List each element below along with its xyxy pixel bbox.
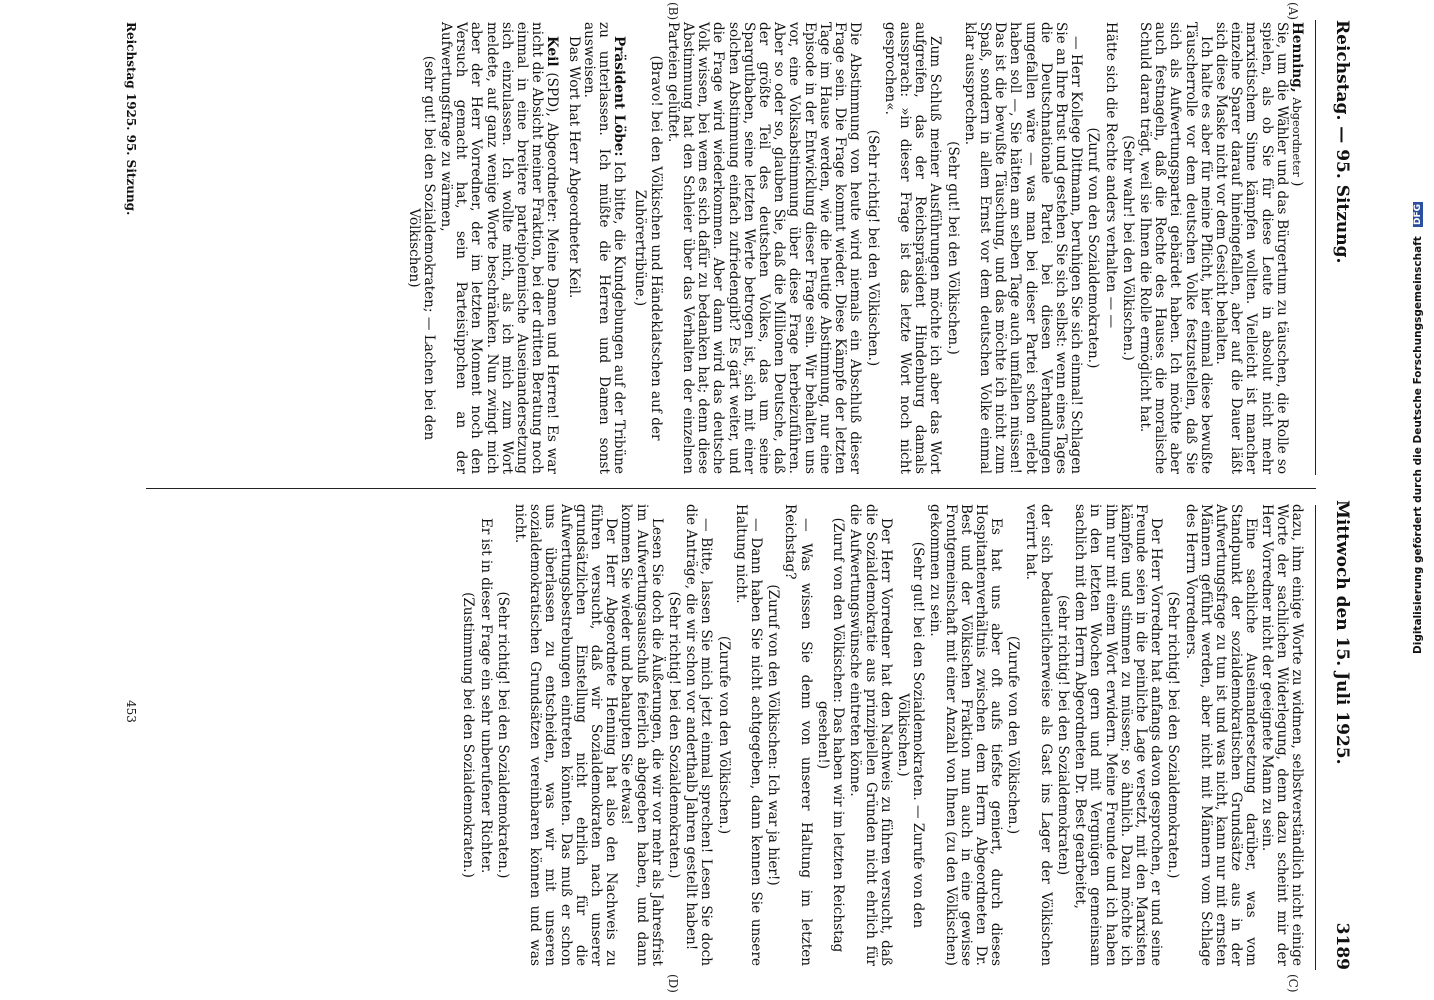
footer-right: 453 bbox=[124, 700, 138, 723]
running-head-date: Mittwoch den 15. Juli 1925. bbox=[1332, 500, 1352, 765]
running-head-right bbox=[1320, 500, 1352, 970]
interjection: (Sehr gut! bei den Völkischen.) bbox=[944, 141, 961, 355]
president-paragraph bbox=[581, 22, 627, 474]
header-rule-left bbox=[1315, 20, 1316, 475]
running-head-left bbox=[1320, 20, 1352, 480]
interjection: (Zuruf von den Völkischen: Ich war ja hier!) bbox=[765, 584, 782, 886]
interjection: (sehr gut! bei den Sozialdemokraten; — Lachen bei den Völkischen) bbox=[405, 55, 437, 441]
paragraph: Es hat uns aber oft aufs tiefste geniert, durch dieses Hospitantenverhältnis zwischen dem Herrn Abgeordneten Dr. Best und der Völkischen Fraktion nun auch in eine gewisse Frontgemeinschaft mit einer Anzahl von Ihnen (zu den Völkischen) gekommen zu sein. bbox=[927, 504, 1005, 966]
column-divider bbox=[146, 488, 1316, 489]
paragraph: — Dann haben Sie nicht achtgegeben, dann kennen Sie unsere Haltung nicht. bbox=[732, 504, 765, 966]
president-text: Ich bitte, die Kundgebungen auf der Tribüne zu unterlassen. Ich müßte die Herren und Damen sonst ausweisen. bbox=[580, 22, 628, 474]
keil-label: Keil bbox=[544, 36, 561, 67]
header-rule-right bbox=[1315, 505, 1316, 970]
interjection: (Zuruf von den Völkischen: Das haben wir im letzten Reichstag gesehen!) bbox=[814, 517, 847, 953]
paragraph: Lesen Sie doch die Äußerungen, die wir vor mehr als Jahresfrist im Aufwertungsausschuß feierlich abgegeben haben, und dann kommen Sie wieder und behaupten Sie etwas! bbox=[618, 504, 665, 966]
interjection: (Zustimmung bei den Sozialdemokraten.) bbox=[460, 592, 477, 878]
paragraph: Der Herr Abgeordnete Henning hat also den Nachweis zu führen versucht, daß wir Sozialdemokraten nach unserer grundsätzlichen Einstellung nicht ehrlich für die Aufwertungsbestrebungen eintreten könnten. Das muß er schon uns überlassen zu entscheiden, was wir mit unseren sozialdemokratischen Grundsätzen vereinbaren können und was nicht. bbox=[512, 504, 620, 966]
interjection: (Bravo! bei den Völkischen und Händeklatschen auf der Zuhörertribüne.) bbox=[632, 55, 664, 441]
president-label: Präsident Löbe: bbox=[611, 36, 628, 157]
left-column bbox=[403, 22, 1304, 474]
paragraph: Der Herr Vorredner hat anfangs davon gesprochen, er und seine Freunde seien in die peinliche Lage versetzt, mit den Marxisten kämpfen und stimmen zu müssen; so ähnlich. Dazu möchte ich ihm nur mit einem Wort erwidern. Meine Freunde und ich haben in den letzten Wochen gern und mit Vergnügen gemeinsam sachlich mit dem Herrn Abgeordneten Dr. Best gearbeitet, bbox=[1072, 504, 1165, 966]
paragraph: der sich bedauerlicherweise als Gast ins Lager der Völkischen verirrt hat. bbox=[1022, 504, 1054, 966]
keil-paragraph bbox=[438, 22, 560, 474]
margin-mark-a: (A) bbox=[1286, 2, 1300, 21]
footer-left: Reichstag 1925. 95. Sitzung. bbox=[124, 22, 138, 216]
margin-mark-b: (B) bbox=[666, 2, 680, 21]
paragraph: Ich halte es aber für meine Pflicht, hier einmal diese bewußte Täuscherrolle vor dem deutschen Volke festzustellen, daß Sie sich als Aufwertungspartei gebärdet haben. Ich möchte aber auch festnageln, daß die Rechte des Hauses die moralische Schuld daran trägt, weil sie Ihnen die Rolle ermöglicht hat. bbox=[1136, 22, 1214, 474]
paragraph: Er ist in dieser Frage ein sehr unberufener Richter. bbox=[477, 518, 494, 874]
paragraph: Hätte sich die Rechte anders verhalten — — bbox=[1102, 22, 1119, 329]
speaker-role: Abgeordneter bbox=[1290, 97, 1304, 177]
interjection: (Sehr richtig! bei den Sozialdemokraten.) bbox=[1165, 591, 1182, 879]
interjection: (Zurufe von den Völkischen.) bbox=[1005, 635, 1022, 835]
paragraph: Zum Schluß meiner Ausführungen möchte ich aber das Wort aufgreifen, das der Reichspräsident Hindenburg damals aussprach: »in dieser Frage ist das letzte Wort noch nicht gesprochen«. bbox=[881, 22, 944, 474]
interjection: (Sehr wahr! bei den Völkischen.) bbox=[1119, 135, 1136, 361]
interjection: (Zuruf von den Sozialdemokraten.) bbox=[1085, 127, 1102, 369]
paragraph: — Bitte, lassen Sie mich jetzt einmal sprechen! Lesen Sie doch die Anträge, die wir schon vor anderthalb Jahren gestellt haben! bbox=[683, 504, 715, 966]
interjection: (Sehr richtig! bei den Sozialdemokraten.) bbox=[494, 591, 511, 879]
paragraph: Sie, um die Wähler und das Bürgertum zu täuschen, die Rolle so spielen, als ob Sie für diese Leute in absolut nicht mehr marxistischem Sinne kämpfen wollten. Vielleicht ist mancher einzelne Sparer darauf hineingefallen, aber auf die Dauer läßt sich diese Maske nicht vor dem Gesicht behalten. bbox=[1212, 22, 1290, 474]
speaker-line: Henning, Abgeordneter ) bbox=[1289, 22, 1305, 187]
paragraph: — Was wissen Sie denn von unserer Haltung im letzten Reichstag? bbox=[782, 504, 814, 966]
paragraph: Der Herr Vorredner hat den Nachweis zu führen versucht, daß die Sozialdemokratie aus prinzipiellen Gründen nicht ehrlich für die Aufwertungswünsche eintreten könne. bbox=[847, 504, 894, 966]
page-number: 3189 bbox=[1332, 922, 1352, 970]
margin-mark-c: (C) bbox=[1286, 974, 1300, 993]
margin-mark-d: (D) bbox=[666, 974, 680, 993]
paragraph: Die Abstimmung von heute wird niemals ein Abschluß dieser Frage sein. Die Frage kommt wieder. Diese Kämpfe der letzten Tage im Hause werden, wie die heutige Abstimmung, nur eine Episode in der Entwicklung dieser Frage sein. Wir behalten uns vor, eine Volksabstimmung über diese Frage herbeizuführen. Aber so oder so, glauben Sie, daß die Millionen Deutsche, daß der größte Teil des deutschen Volkes, das um seine Spargutbaben, seine letzten Werte betrogen ist, sich mit einer solchen Abstimmung einfach zufriedengibt? Es gärt weiter, und die Frage wird wiederkommen. Aber dann wird das deutsche Volk wissen, bei wem es sich dafür zu bedanken hat; denn diese Abstimmung hat den Schleier über das Verhalten der einzelnen Parteien gelüftet. bbox=[664, 22, 864, 474]
digitization-note bbox=[1412, 14, 1424, 654]
right-column bbox=[458, 504, 1304, 966]
interjection: (Zurufe von den Völkischen.) bbox=[715, 635, 732, 835]
running-head-left-text: Reichstag. — 95. Sitzung. bbox=[1332, 20, 1352, 264]
paragraph: dazu, ihm einige Worte zu widmen, selbstverständlich nicht einige Worte der sachlichen Widerlegung, denn dazu scheint mir der Herr Vorredner nicht der geeignete Mann zu sein. bbox=[1258, 504, 1305, 966]
keil-text: (SPD), Abgeordneter: Meine Damen und Herren! Es war nicht die Absicht meiner Fraktion, bei der dritten Beratung noch einmal in eine breitere parteipolemische Auseinandersetzung sich einzulassen. Ich wollte mich, als ich mich zum Wort meldete, auf ganz wenige Worte beschränken. Nun zwingt mich aber der Herr Vorredner, der im letzten Moment noch den Versuch gemacht hat, sein Parteisüppchen an der Aufwertungsfrage zu wärmen, bbox=[438, 22, 561, 474]
dfg-badge: DFG bbox=[1413, 203, 1423, 225]
interjection: (Sehr gut! bei den Sozialdemokraten. — Zurufe von den Völkischen.) bbox=[894, 541, 927, 929]
paragraph: Eine sachliche Auseinandersetzung darüber, was vom Standpunkt der sozialdemokratischen Grundsätze aus in der Aufwertungsfrage zu tun ist und was nicht, kann nur mit ernsten Männern geführt werden, aber nicht mit Männern vom Schlage des Herrn Vorredners. bbox=[1182, 504, 1260, 966]
digitization-note-text: Digitalisierung gefördert durch die Deutsche Forschungsgemeinschaft bbox=[1412, 236, 1424, 654]
paragraph: Das Wort hat Herr Abgeordneter Keil. bbox=[565, 36, 582, 299]
interjection: (sehr richtig! bei den Sozialdemokraten) bbox=[1054, 594, 1071, 876]
speaker-name: Henning bbox=[1289, 22, 1305, 88]
rotated-document bbox=[40, 0, 1360, 1000]
interjection: (Sehr richtig! bei den Sozialdemokraten.) bbox=[666, 591, 683, 879]
paragraph: — Herr Kollege Dittmann, beruhigen Sie sich einmal! Schlagen Sie an Ihre Brust und gestehen Sie sich selbst: wenn eines Tages die Deutschnationale Partei bei diesen Verhandlungen umgefallen wäre — was man bei dieser Partei schon erlebt haben soll —, Sie hätten am selben Tage auch umfallen müssen! Das ist die bewußte Täuschung, und das möchte ich nicht zum Spaß, sondern in allem Ernst vor dem deutschen Volke einmal klar aussprechen. bbox=[961, 22, 1085, 474]
interjection: (Sehr richtig! bei den Völkischen.) bbox=[864, 129, 881, 367]
